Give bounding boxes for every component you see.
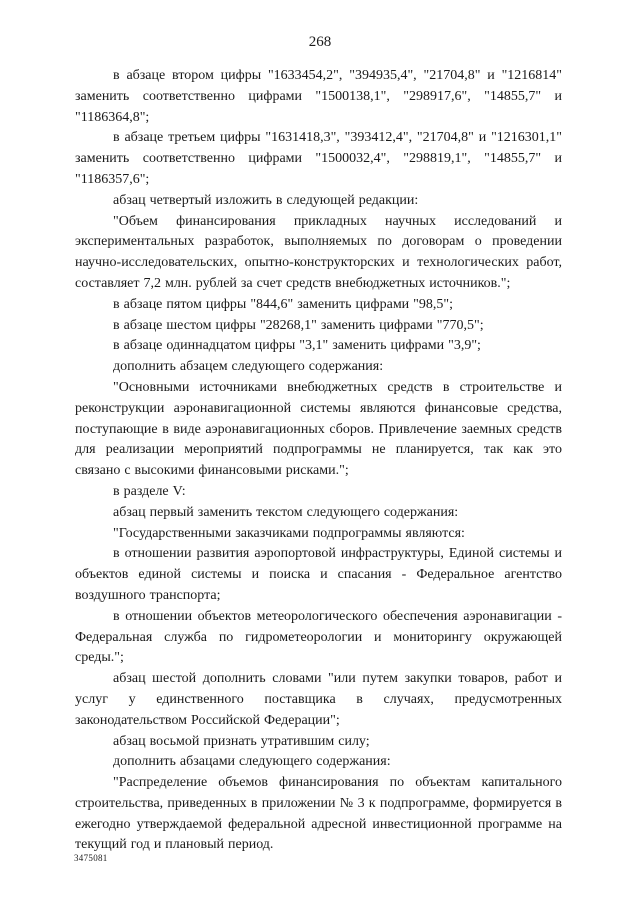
paragraph: абзац первый заменить текстом следующего содержания: [113,504,459,520]
paragraph: в абзаце одиннадцатом цифры "3,1" заменить цифрами "3,9"; [113,338,481,354]
document-body [75,66,562,856]
paragraph: "Распределение объемов финансирования по объектам капитального строительства, приведенных в приложении № 3 к подпрограмме, формируется в ежегодно утверждаемой федеральной адресной инвестиционной программе на текущий год и плановый период. [75,775,562,853]
paragraph: "Государственными заказчиками подпрограммы являются: [113,525,465,541]
paragraph: в абзаце втором цифры "1633454,2", "394935,4", "21704,8" и "1216814" заменить соответственно цифрами "1500138,1", "298917,6", "14855,7" и "1186364,8"; [75,68,562,125]
paragraph: в разделе V: [113,483,186,499]
paragraph: в отношении развития аэропортовой инфраструктуры, Единой системы и объектов единой системы и поиска и спасания - Федеральное агентство воздушного транспорта; [75,546,562,603]
paragraph: в абзаце третьем цифры "1631418,3", "393412,4", "21704,8" и "1216301,1" заменить соответственно цифрами "1500032,4", "298819,1", "14855,7" и "1186357,6"; [75,130,562,187]
footer-code: 3475081 [74,853,108,863]
paragraph: абзац шестой дополнить словами "или путем закупки товаров, работ и услуг у единственного поставщика в случаях, предусмотренных законодательством Российской Федерации"; [75,671,562,728]
paragraph: дополнить абзацами следующего содержания: [113,754,391,770]
paragraph: в отношении объектов метеорологического обеспечения аэронавигации - Федеральная служба по гидрометеорологии и мониторингу окружающей среды."; [75,608,562,666]
paragraph: "Объем финансирования прикладных научных исследований и экспериментальных разработок, выполняемых по договорам о проведении научно-исследовательских, опытно-конструкторских и технологических работ, составляет 7,2 млн. рублей за счет средств внебюджетных источников."; [75,213,562,291]
paragraph: абзац восьмой признать утратившим силу; [113,733,370,749]
page-number: 268 [308,34,332,50]
paragraph: в абзаце пятом цифры "844,6" заменить цифрами "98,5"; [113,296,453,312]
paragraph: в абзаце шестом цифры "28268,1" заменить цифрами "770,5"; [113,317,484,333]
paragraph: дополнить абзацем следующего содержания: [113,359,384,375]
paragraph: "Основными источниками внебюджетных средств в строительстве и реконструкции аэронавигационной системы являются финансовые средства, поступающие в виде аэронавигационных сборов. Привлечение заемных средств для реализации мероприятий подпрограммы не планируется, так как это связано с высокими финансовыми рисками."; [75,379,562,479]
paragraph: абзац четвертый изложить в следующей редакции: [113,192,419,208]
